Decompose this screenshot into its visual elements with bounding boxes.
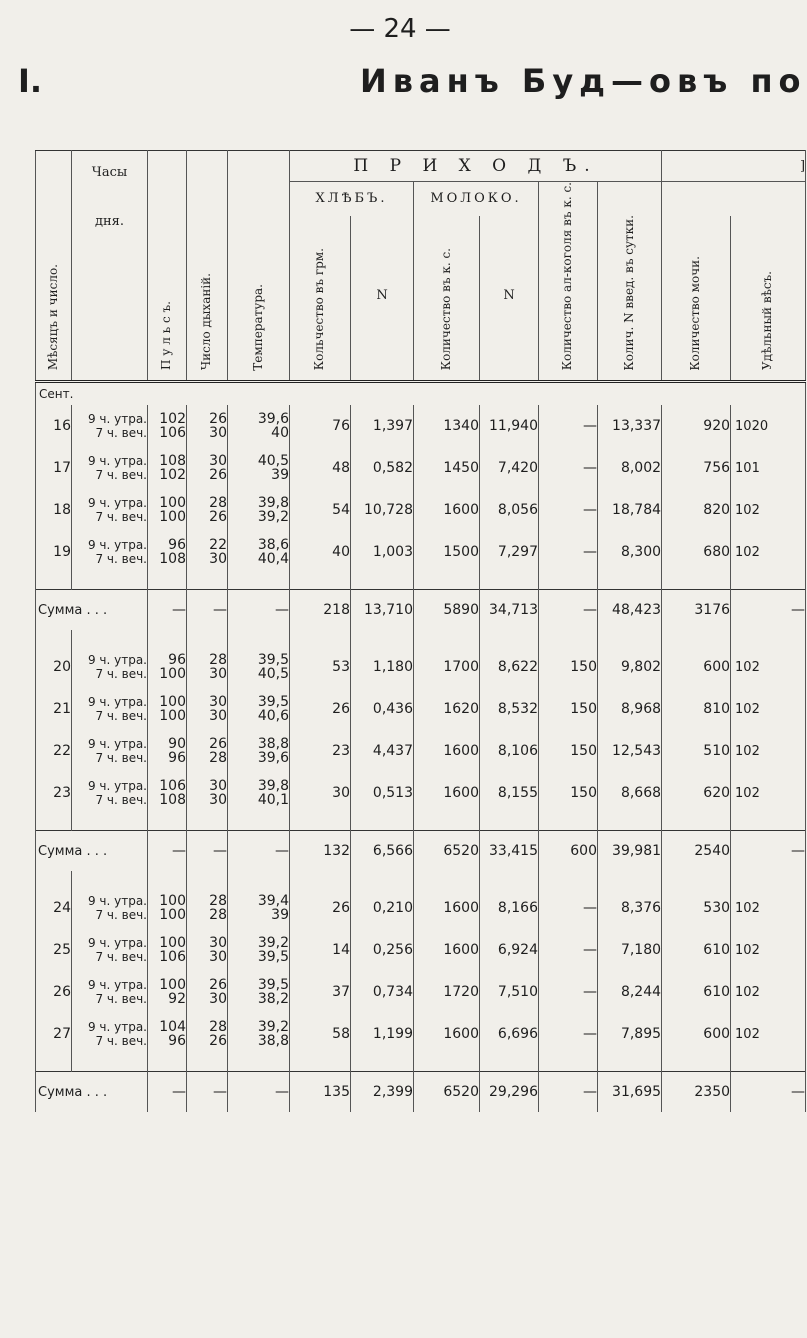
nitrogen-total: 8,668 — [598, 772, 662, 814]
milk-nitrogen: 7,297 — [480, 531, 539, 573]
bread-nitrogen: 4,437 — [351, 730, 414, 772]
table-row — [36, 688, 806, 730]
header-month-day: Мѣсяцъ и число. — [45, 264, 60, 371]
table-row — [36, 531, 806, 573]
alcohol-cc: — — [539, 489, 598, 531]
milk-nitrogen: 8,622 — [480, 646, 539, 688]
clinical-data-table — [35, 150, 806, 1112]
urine-qty: 920 — [662, 405, 731, 447]
temperature-values: 39,4 39 — [228, 887, 290, 929]
temperature-values: 39,2 38,8 — [228, 1013, 290, 1055]
nitrogen-total: 8,300 — [598, 531, 662, 573]
temperature-values: 38,6 40,4 — [228, 531, 290, 573]
table-row — [36, 887, 806, 929]
time-of-day: 9 ч. утра. 7 ч. веч. — [72, 929, 148, 971]
breath-values: 30 30 — [187, 929, 228, 971]
day-number: 22 — [36, 730, 72, 772]
milk-nitrogen: 6,696 — [480, 1013, 539, 1055]
day-number: 20 — [36, 646, 72, 688]
breath-values: 28 28 — [187, 887, 228, 929]
temperature-values: 38,8 39,6 — [228, 730, 290, 772]
urine-qty: 530 — [662, 887, 731, 929]
breath-values: 28 26 — [187, 489, 228, 531]
bread-nitrogen: 0,513 — [351, 772, 414, 814]
sum-specific-gravity: — — [731, 831, 806, 872]
time-of-day: 9 ч. утра. 7 ч. веч. — [72, 405, 148, 447]
header-pulse: П у л ь с ъ. — [159, 301, 174, 371]
table-row — [36, 1013, 806, 1055]
urine-qty: 620 — [662, 772, 731, 814]
bread-nitrogen: 0,210 — [351, 887, 414, 929]
sum-milk-cc: 5890 — [414, 590, 480, 631]
sum-bread-grams: 132 — [290, 831, 351, 872]
bread-grams: 37 — [290, 971, 351, 1013]
sum-specific-gravity: — — [731, 1072, 806, 1113]
urine-specific-gravity: 102 — [731, 531, 806, 573]
sum-row — [36, 831, 806, 872]
milk-cc: 1600 — [414, 929, 480, 971]
alcohol-cc: 150 — [539, 688, 598, 730]
bread-nitrogen: 1,199 — [351, 1013, 414, 1055]
table-row — [36, 646, 806, 688]
day-number: 24 — [36, 887, 72, 929]
header-temperature: Температура. — [250, 283, 265, 371]
header-milk-n: N — [503, 287, 515, 303]
day-number: 16 — [36, 405, 72, 447]
table-body — [36, 382, 806, 1113]
urine-qty: 810 — [662, 688, 731, 730]
bread-grams: 23 — [290, 730, 351, 772]
header-bread: ХЛѢБЪ. — [290, 182, 414, 216]
urine-qty: 680 — [662, 531, 731, 573]
alcohol-cc: 150 — [539, 730, 598, 772]
sum-bread-nitrogen: 2,399 — [351, 1072, 414, 1113]
nitrogen-total: 13,337 — [598, 405, 662, 447]
sum-label: Сумма . . . — [36, 1072, 148, 1113]
milk-cc: 1620 — [414, 688, 480, 730]
sum-milk-nitrogen: 29,296 — [480, 1072, 539, 1113]
sum-urine-qty: 3176 — [662, 590, 731, 631]
sum-specific-gravity: — — [731, 590, 806, 631]
bread-nitrogen: 0,256 — [351, 929, 414, 971]
breath-values: 26 30 — [187, 971, 228, 1013]
alcohol-cc: — — [539, 929, 598, 971]
table-row — [36, 405, 806, 447]
sum-nitrogen-total: 31,695 — [598, 1072, 662, 1113]
alcohol-cc: 150 — [539, 646, 598, 688]
sum-urine-qty: 2350 — [662, 1072, 731, 1113]
header-breaths: Число дыханій. — [199, 273, 214, 371]
table-row — [36, 971, 806, 1013]
nitrogen-total: 18,784 — [598, 489, 662, 531]
bread-nitrogen: 1,397 — [351, 405, 414, 447]
day-number: 19 — [36, 531, 72, 573]
temperature-values: 39,5 38,2 — [228, 971, 290, 1013]
table-row — [36, 772, 806, 814]
milk-nitrogen: 8,155 — [480, 772, 539, 814]
sum-bread-nitrogen: 6,566 — [351, 831, 414, 872]
day-number: 25 — [36, 929, 72, 971]
bread-nitrogen: 1,003 — [351, 531, 414, 573]
bread-grams: 53 — [290, 646, 351, 688]
bread-grams: 54 — [290, 489, 351, 531]
milk-cc: 1600 — [414, 730, 480, 772]
bread-grams: 58 — [290, 1013, 351, 1055]
milk-cc: 1700 — [414, 646, 480, 688]
pulse-values: 104 96 — [148, 1013, 187, 1055]
sum-label: Сумма . . . — [36, 831, 148, 872]
time-of-day: 9 ч. утра. 7 ч. веч. — [72, 887, 148, 929]
sum-pulse: — — [148, 831, 187, 872]
bread-grams: 76 — [290, 405, 351, 447]
milk-cc: 1600 — [414, 1013, 480, 1055]
temperature-values: 39,8 40,1 — [228, 772, 290, 814]
alcohol-cc: — — [539, 405, 598, 447]
urine-specific-gravity: 102 — [731, 730, 806, 772]
urine-specific-gravity: 102 — [731, 646, 806, 688]
bread-nitrogen: 0,582 — [351, 447, 414, 489]
urine-specific-gravity: 1020 — [731, 405, 806, 447]
milk-nitrogen: 8,532 — [480, 688, 539, 730]
milk-nitrogen: 7,510 — [480, 971, 539, 1013]
header-urine-sg: Удѣльный вѣсъ. — [760, 271, 775, 371]
sum-milk-nitrogen: 33,415 — [480, 831, 539, 872]
nitrogen-total: 8,376 — [598, 887, 662, 929]
urine-qty: 610 — [662, 971, 731, 1013]
breath-values: 22 30 — [187, 531, 228, 573]
pulse-values: 90 96 — [148, 730, 187, 772]
pulse-values: 96 100 — [148, 646, 187, 688]
temperature-values: 39,6 40 — [228, 405, 290, 447]
pulse-values: 106 108 — [148, 772, 187, 814]
day-number: 27 — [36, 1013, 72, 1055]
bread-grams: 26 — [290, 887, 351, 929]
day-number: 17 — [36, 447, 72, 489]
sum-alcohol: — — [539, 590, 598, 631]
urine-qty: 600 — [662, 1013, 731, 1055]
temperature-values: 40,5 39 — [228, 447, 290, 489]
breath-values: 30 26 — [187, 447, 228, 489]
alcohol-cc: — — [539, 1013, 598, 1055]
time-of-day: 9 ч. утра. 7 ч. веч. — [72, 772, 148, 814]
breath-values: 30 30 — [187, 772, 228, 814]
sum-milk-nitrogen: 34,713 — [480, 590, 539, 631]
milk-nitrogen: 8,056 — [480, 489, 539, 531]
bread-grams: 48 — [290, 447, 351, 489]
breath-values: 26 30 — [187, 405, 228, 447]
urine-qty: 820 — [662, 489, 731, 531]
table-row — [36, 447, 806, 489]
bread-nitrogen: 0,734 — [351, 971, 414, 1013]
time-of-day: 9 ч. утра. 7 ч. веч. — [72, 531, 148, 573]
time-of-day: 9 ч. утра. 7 ч. веч. — [72, 489, 148, 531]
sum-temperature: — — [228, 1072, 290, 1113]
alcohol-cc: 150 — [539, 772, 598, 814]
sum-urine-qty: 2540 — [662, 831, 731, 872]
temperature-values: 39,5 40,5 — [228, 646, 290, 688]
sum-pulse: — — [148, 1072, 187, 1113]
temperature-values: 39,8 39,2 — [228, 489, 290, 531]
urine-specific-gravity: 102 — [731, 971, 806, 1013]
milk-nitrogen: 8,106 — [480, 730, 539, 772]
bread-grams: 30 — [290, 772, 351, 814]
pulse-values: 100 100 — [148, 489, 187, 531]
header-bread-n: N — [376, 287, 388, 303]
section-number: I. — [18, 62, 43, 100]
sum-row — [36, 590, 806, 631]
milk-cc: 1340 — [414, 405, 480, 447]
pulse-values: 100 100 — [148, 688, 187, 730]
milk-cc: 1600 — [414, 772, 480, 814]
month-label: Сент. — [36, 382, 806, 406]
alcohol-cc: — — [539, 887, 598, 929]
urine-specific-gravity: 102 — [731, 1013, 806, 1055]
alcohol-cc: — — [539, 531, 598, 573]
sum-milk-cc: 6520 — [414, 1072, 480, 1113]
milk-nitrogen: 8,166 — [480, 887, 539, 929]
sum-alcohol: — — [539, 1072, 598, 1113]
sum-breaths: — — [187, 590, 228, 631]
sum-nitrogen-total: 48,423 — [598, 590, 662, 631]
pulse-values: 108 102 — [148, 447, 187, 489]
milk-nitrogen: 11,940 — [480, 405, 539, 447]
urine-specific-gravity: 102 — [731, 929, 806, 971]
pulse-values: 100 92 — [148, 971, 187, 1013]
urine-specific-gravity: 101 — [731, 447, 806, 489]
temperature-values: 39,2 39,5 — [228, 929, 290, 971]
header-alcohol: Количество ал-коголя въ к. с. — [560, 182, 575, 371]
sum-alcohol: 600 — [539, 831, 598, 872]
day-number: 23 — [36, 772, 72, 814]
nitrogen-total: 9,802 — [598, 646, 662, 688]
pulse-values: 102 106 — [148, 405, 187, 447]
urine-specific-gravity: 102 — [731, 489, 806, 531]
breath-values: 28 26 — [187, 1013, 228, 1055]
urine-qty: 600 — [662, 646, 731, 688]
breath-values: 26 28 — [187, 730, 228, 772]
page-heading — [0, 62, 807, 122]
urine-specific-gravity: 102 — [731, 887, 806, 929]
sum-temperature: — — [228, 590, 290, 631]
milk-cc: 1500 — [414, 531, 480, 573]
alcohol-cc: — — [539, 447, 598, 489]
urine-specific-gravity: 102 — [731, 772, 806, 814]
temperature-values: 39,5 40,6 — [228, 688, 290, 730]
pulse-values: 100 106 — [148, 929, 187, 971]
header-prihod: П Р И Х О Д Ъ. — [290, 151, 662, 182]
time-of-day: 9 ч. утра. 7 ч. веч. — [72, 1013, 148, 1055]
breath-values: 30 30 — [187, 688, 228, 730]
breath-values: 28 30 — [187, 646, 228, 688]
header-hours: Часы дня. — [72, 151, 148, 382]
milk-nitrogen: 6,924 — [480, 929, 539, 971]
day-number: 26 — [36, 971, 72, 1013]
header-bread-qty: Кольчество въ грм. — [312, 248, 327, 371]
milk-cc: 1600 — [414, 489, 480, 531]
day-number: 21 — [36, 688, 72, 730]
header-urine-qty: Количество мочи. — [688, 255, 703, 371]
time-of-day: 9 ч. утра. 7 ч. веч. — [72, 688, 148, 730]
urine-qty: 510 — [662, 730, 731, 772]
header-milk-qty: Количество въ к. с. — [438, 248, 453, 371]
sum-breaths: — — [187, 1072, 228, 1113]
nitrogen-total: 8,244 — [598, 971, 662, 1013]
header-n-total: Колич. N введ. въ сутки. — [621, 214, 636, 371]
sum-bread-nitrogen: 13,710 — [351, 590, 414, 631]
bread-grams: 26 — [290, 688, 351, 730]
bread-grams: 14 — [290, 929, 351, 971]
bread-nitrogen: 1,180 — [351, 646, 414, 688]
milk-cc: 1600 — [414, 887, 480, 929]
nitrogen-total: 7,180 — [598, 929, 662, 971]
nitrogen-total: 8,968 — [598, 688, 662, 730]
time-of-day: 9 ч. утра. 7 ч. веч. — [72, 730, 148, 772]
sum-temperature: — — [228, 831, 290, 872]
urine-qty: 610 — [662, 929, 731, 971]
pulse-values: 100 100 — [148, 887, 187, 929]
table-row — [36, 489, 806, 531]
nitrogen-total: 12,543 — [598, 730, 662, 772]
milk-cc: 1720 — [414, 971, 480, 1013]
urine-qty: 756 — [662, 447, 731, 489]
sum-milk-cc: 6520 — [414, 831, 480, 872]
day-number: 18 — [36, 489, 72, 531]
pulse-values: 96 108 — [148, 531, 187, 573]
sum-row — [36, 1072, 806, 1113]
bread-grams: 40 — [290, 531, 351, 573]
alcohol-cc: — — [539, 971, 598, 1013]
time-of-day: 9 ч. утра. 7 ч. веч. — [72, 447, 148, 489]
sum-label: Сумма . . . — [36, 590, 148, 631]
urine-specific-gravity: 102 — [731, 688, 806, 730]
table-row — [36, 730, 806, 772]
time-of-day: 9 ч. утра. 7 ч. веч. — [72, 646, 148, 688]
table-row — [36, 929, 806, 971]
header-rashod: ] — [662, 151, 806, 182]
sum-nitrogen-total: 39,981 — [598, 831, 662, 872]
time-of-day: 9 ч. утра. 7 ч. веч. — [72, 971, 148, 1013]
nitrogen-total: 8,002 — [598, 447, 662, 489]
sum-bread-grams: 218 — [290, 590, 351, 631]
nitrogen-total: 7,895 — [598, 1013, 662, 1055]
bread-nitrogen: 10,728 — [351, 489, 414, 531]
header-milk: МОЛОКО. — [414, 182, 539, 216]
sum-pulse: — — [148, 590, 187, 631]
milk-cc: 1450 — [414, 447, 480, 489]
page-number: — 24 — — [349, 14, 451, 44]
sum-breaths: — — [187, 831, 228, 872]
milk-nitrogen: 7,420 — [480, 447, 539, 489]
sum-bread-grams: 135 — [290, 1072, 351, 1113]
page-title: Иванъ Буд—овъ по — [360, 62, 807, 100]
bread-nitrogen: 0,436 — [351, 688, 414, 730]
